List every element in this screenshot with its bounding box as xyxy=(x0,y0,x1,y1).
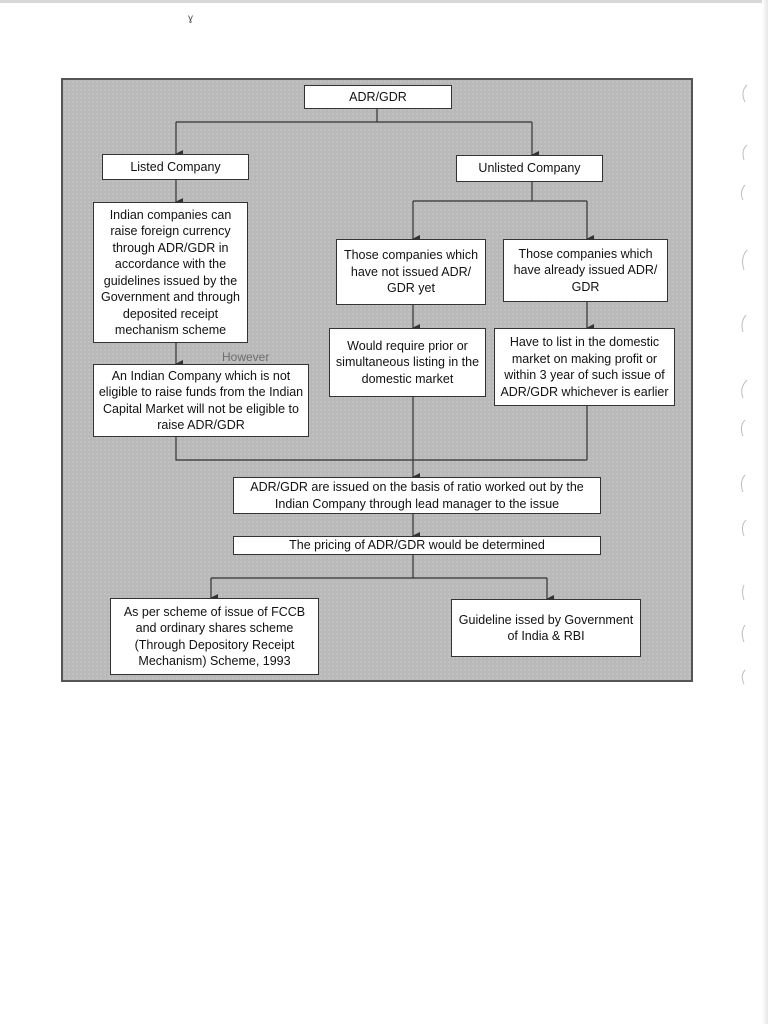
node-not-eligible: An Indian Company which is not eligible to raise funds from the Indian Capital Market will not be eligible to raise ADR/GDR xyxy=(93,364,309,437)
scan-mark: ɣ xyxy=(188,13,194,24)
node-fccb-scheme: As per scheme of issue of FCCB and ordinary shares scheme (Through Depository Receipt Mechanism) Scheme, 1993 xyxy=(110,598,319,675)
node-not-issued: Those companies which have not issued ADR/ GDR yet xyxy=(336,239,486,305)
node-unlisted-company: Unlisted Company xyxy=(456,155,603,182)
node-listed-detail: Indian companies can raise foreign currency through ADR/GDR in accordance with the guidelines issued by the Government and through deposited receipt mechanism scheme xyxy=(93,202,248,343)
link-pricing-split xyxy=(211,555,547,578)
node-ratio: ADR/GDR are issued on the basis of ratio worked out by the Indian Company through lead manager to the issue xyxy=(233,477,601,514)
link-unlisted-split xyxy=(413,182,587,201)
label-however: However xyxy=(222,350,270,364)
node-list-domestic: Have to list in the domestic market on making profit or within 3 year of such issue of ADR/GDR whichever is earlier xyxy=(494,328,675,406)
margin-marks xyxy=(735,80,755,700)
node-pricing: The pricing of ADR/GDR would be determined xyxy=(233,536,601,555)
node-prior-listing: Would require prior or simultaneous listing in the domestic market xyxy=(329,328,486,397)
node-already-issued: Those companies which have already issued ADR/ GDR xyxy=(503,239,668,302)
node-guideline: Guideline issed by Government of India & RBI xyxy=(451,599,641,657)
node-listed-company: Listed Company xyxy=(102,154,249,180)
node-root: ADR/GDR xyxy=(304,85,452,109)
link-root-split xyxy=(176,109,532,122)
